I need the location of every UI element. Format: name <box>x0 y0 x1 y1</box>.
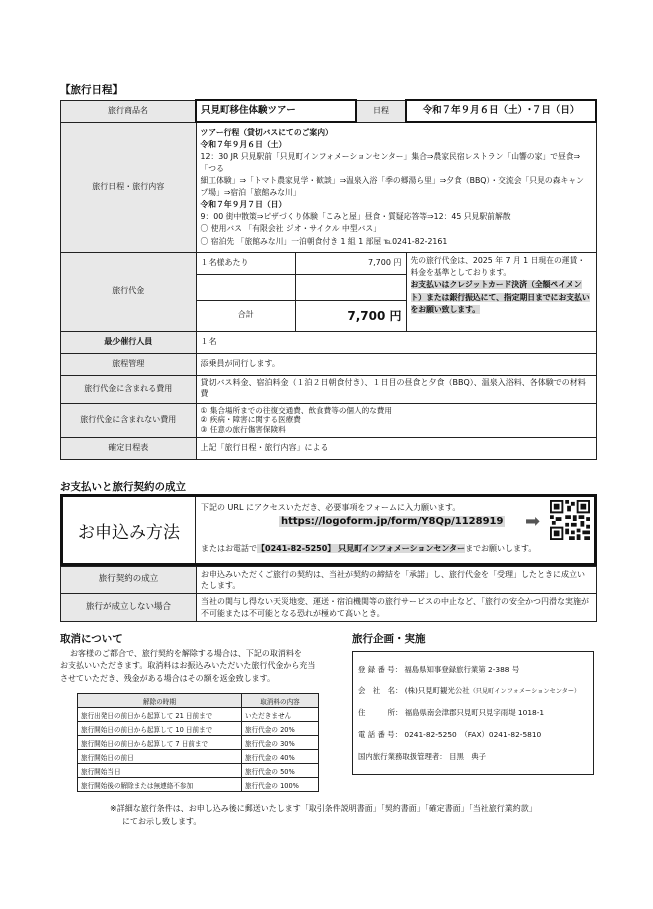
excluded-item: ③ 任意の旅行傷害保険料 <box>200 425 286 435</box>
product-label: 旅行商品名 <box>61 100 197 122</box>
price-per-person: 7,700 円 <box>296 253 406 275</box>
excluded-label: 旅行代金に含まれない費用 <box>61 403 197 438</box>
contract-not-formed-label: 旅行が成立しない場合 <box>61 594 197 621</box>
excluded-item: ② 疾病・障害に関する医療費 <box>200 415 301 425</box>
schedule-line: 12：30 JR 只見駅前「只見町インフォメーションセンター」集合⇒農家民宿レストラン「山響の家」で昼食⇒「つる <box>200 152 581 174</box>
price-total: 7,700 円 <box>296 301 406 331</box>
cancel-text-line: お支払いいただきます。取消料はお振込みいただいた旅行代金から充当 <box>60 661 316 671</box>
table-row <box>78 736 319 750</box>
min-label: 最少催行人員 <box>61 331 197 353</box>
price-label: 旅行代金 <box>61 252 197 331</box>
organizer-manager-value: 目黒 典子 <box>449 752 487 761</box>
organizer-phone <box>358 731 541 738</box>
schedule-line: ツアー行程（貸切バスにてのご案内） <box>200 127 333 137</box>
footer-line: にてお示し致します。 <box>122 816 202 826</box>
organizer-reg-value: 福島県知事登録旅行業第 2-388 号 <box>404 665 520 674</box>
payment-title: お支払いと旅行契約の成立 <box>60 481 186 493</box>
organizer-company <box>358 687 580 695</box>
organizer-box <box>352 651 594 775</box>
contract-table <box>60 566 597 622</box>
organizer-phone-label: 電 話 番 号： <box>358 730 403 739</box>
organizer-manager <box>358 753 486 760</box>
schedule-line: 細工体験」⇒「トマト農家見学・歓談」⇒温泉入浴「季の郷湯ら里」⇒夕食（BBQ）・交流会「只見の森キャン <box>200 176 584 186</box>
included-value: 貸切バス料金、宿泊料金（１泊２日朝食付き）、１日目の昼食と夕食（BBQ）、温泉入浴料、各体験での材料費 <box>196 375 596 403</box>
cancel-fee-table <box>77 693 319 792</box>
confirm-label: 確定日程表 <box>61 438 197 460</box>
price-total-label: 合計 <box>197 301 296 331</box>
schedule-line: 〇 宿泊先 「旅館みな川」一泊朝食付き 1 組 1 部屋 ℡0241-82-2161 <box>200 236 448 246</box>
apply-label: お申込み方法 <box>63 497 196 563</box>
price-per-person-label: １名様あたり <box>197 253 296 275</box>
confirm-value: 上記「旅行日程・旅行内容」による <box>196 438 596 460</box>
excluded-item: ① 集合場所までの往復交通費、飲食費等の個人的な費用 <box>200 405 392 415</box>
cancel-timing: 旅行出発日の前日から起算して 21 日前まで <box>78 708 242 722</box>
apply-phone-line <box>201 543 536 554</box>
organizer-manager-label: 国内旅行業務取扱管理者： <box>358 752 447 761</box>
cancel-text <box>60 648 315 685</box>
cancel-timing: 旅行開始日の前日 <box>78 750 242 764</box>
price-cell <box>196 252 406 331</box>
footer-note <box>110 803 537 829</box>
apply-instruction: 下記の URL にアクセスいただき、必要事項をフォームに入力願います。 <box>201 503 461 512</box>
min-value: １名 <box>196 331 596 353</box>
schedule-line: 9：00 街中散策⇒ピザづくり体験「こみと屋」昼食・質疑応答等⇒12：45 只見駅前解散 <box>200 212 511 222</box>
date-label: 日程 <box>356 100 406 122</box>
included-label: 旅行代金に含まれる費用 <box>61 375 197 403</box>
schedule-day1: 令和７年９月６日（土） <box>200 139 287 149</box>
cancel-fee: 旅行代金の 30% <box>242 736 319 750</box>
apply-url-link[interactable]: https://logoform.jp/form/Y8Qp/1128919 <box>281 516 504 527</box>
cancel-text-line: お客様のご都合で、旅行契約を解除する場合は、下記の取消料を <box>70 649 302 658</box>
product-name: 只見町移住体験ツアー <box>196 100 356 122</box>
cancel-timing: 旅行開始当日 <box>78 764 242 778</box>
schedule-line: プ場」⇒宿泊「旅館みな川」 <box>200 188 301 198</box>
excluded-list <box>196 403 596 438</box>
cancel-header-fee: 取消料の内容 <box>242 694 319 708</box>
organizer-address-value: 福島県南会津郡只見町只見字雨堤 1018-1 <box>404 708 545 717</box>
itinerary-table <box>60 99 597 460</box>
organizer-reg-label: 登 録 番 号： <box>358 665 403 674</box>
schedule-day2: 令和７年９月７日（日） <box>200 200 287 210</box>
organizer-company-note: （只見町インフォメーションセンター） <box>469 688 581 695</box>
contract-formed-value: お申込みいただくご旅行の契約は、当社が契約の締結を「承諾」し、旅行代金を「受理」したときに成立いたします。 <box>197 567 597 594</box>
organizer-company-value: (株)只見町観光公社 <box>404 686 470 695</box>
contract-not-formed-value: 当社の関与し得ない天災地変、運送・宿泊機関等の旅行サービスの中止など、「旅行の安全かつ円滑な実施が不可能または不可能となる恐れが極めて高いとき。 <box>197 594 597 621</box>
cancel-timing: 旅行開始後の解除または無連絡不参加 <box>78 778 242 792</box>
cancel-fee: 旅行代金の 50% <box>242 764 319 778</box>
price-note-basis: 先の旅行代金は、2025 年 7 月 1 日現在の運賃・料金を基準としております。 <box>410 255 586 277</box>
cancel-timing: 旅行開始日の前日から起算して 10 日前まで <box>78 722 242 736</box>
schedule-content <box>196 122 596 252</box>
apply-phone-number: 【0241-82-5250】 只見町インフォメーションセンター <box>257 544 466 553</box>
cancel-timing: 旅行開始日の前日から起算して 7 日前まで <box>78 736 242 750</box>
manage-value: 添乗員が同行します。 <box>196 353 596 375</box>
apply-box <box>60 494 597 566</box>
qr-code-icon[interactable] <box>550 500 590 540</box>
price-notes <box>406 252 596 331</box>
contract-formed-label: 旅行契約の成立 <box>61 567 197 594</box>
itinerary-title: 【旅行日程】 <box>60 84 123 96</box>
footer-line: ※詳細な旅行条件は、お申し込み後に郵送いたします「取引条件説明書面」「契約書面」「確定書面」「当社旅行業約款」 <box>110 804 537 813</box>
cancel-fee: 旅行代金の 40% <box>242 750 319 764</box>
table-row <box>78 708 319 722</box>
table-row <box>78 750 319 764</box>
table-row <box>78 722 319 736</box>
table-row <box>78 764 319 778</box>
cancel-fee: いただきません <box>242 708 319 722</box>
price-note-payment: お支払いはクレジットカード決済（全額ペイメント）または銀行振込にて、指定期日までにお支払いをお願い致します。 <box>410 280 590 315</box>
apply-phone-prefix: またはお電話で <box>201 544 257 553</box>
cancel-header-timing: 解除の時期 <box>78 694 242 708</box>
schedule-label: 旅行日程・旅行内容 <box>61 122 197 252</box>
organizer-address <box>358 709 544 716</box>
table-row <box>78 778 319 792</box>
cancel-text-line: させていただき、残金がある場合はその額を返金致します。 <box>60 673 276 683</box>
apply-phone-suffix: までお願いします。 <box>465 544 537 553</box>
organizer-address-label: 住 所： <box>358 708 403 717</box>
organizer-title: 旅行企画・実施 <box>352 633 426 645</box>
schedule-line: 〇 使用バス 「有限会社 ジオ・サイクル 中型バス」 <box>200 224 382 234</box>
organizer-company-label: 会 社 名： <box>358 686 403 695</box>
organizer-phone-value: 0241-82-5250 （FAX）0241-82-5810 <box>404 730 542 739</box>
arrow-right-icon: ➡ <box>525 511 541 532</box>
cancel-fee: 旅行代金の 100% <box>242 778 319 792</box>
cancel-title: 取消について <box>60 633 123 645</box>
organizer-reg <box>358 666 519 673</box>
manage-label: 旅程管理 <box>61 353 197 375</box>
date-value: 令和７年９月６日（土）･７日（日） <box>406 100 596 122</box>
cancel-fee: 旅行代金の 20% <box>242 722 319 736</box>
